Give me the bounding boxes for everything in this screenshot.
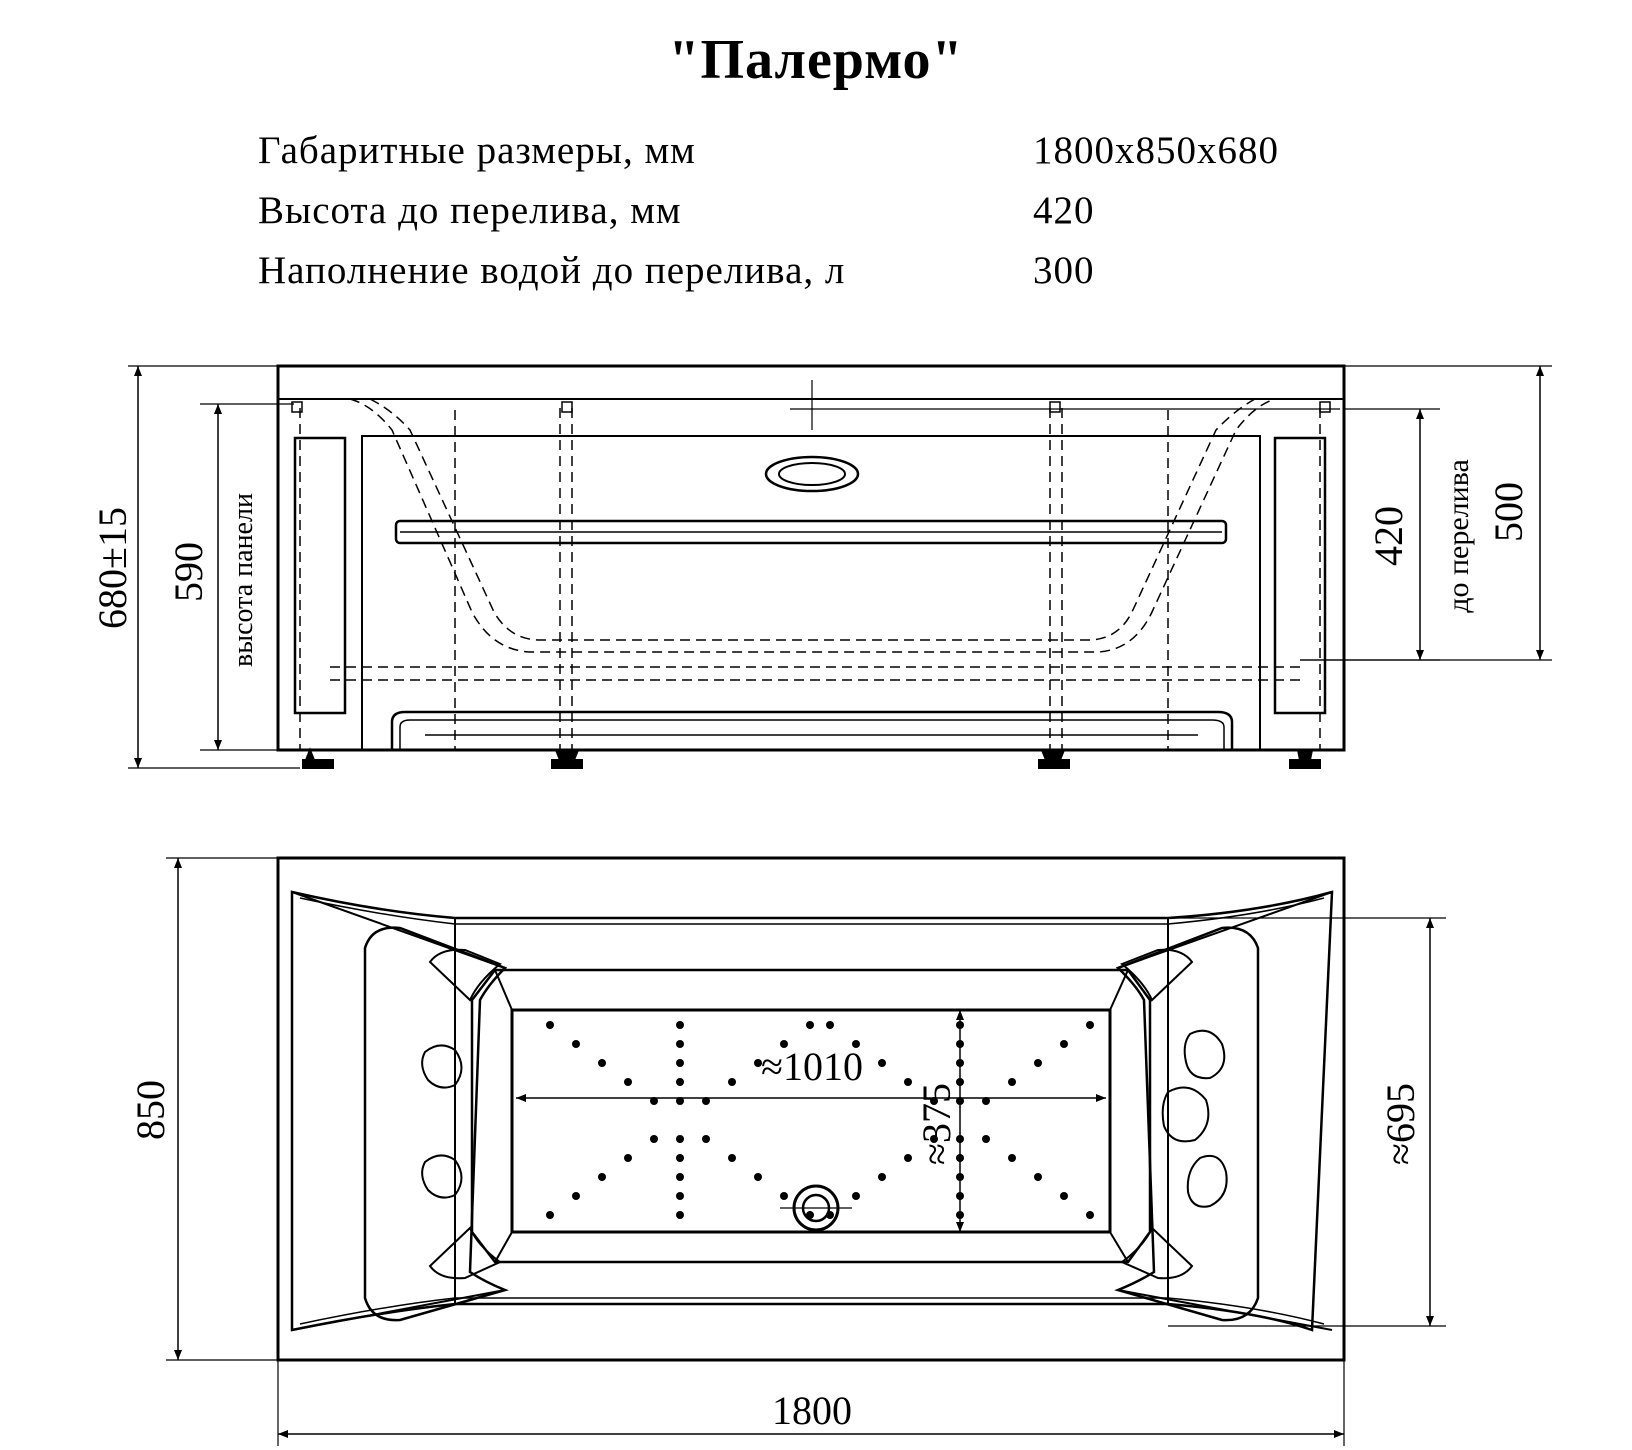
jet-dot <box>676 1040 684 1048</box>
spec-value: 300 <box>1033 249 1095 292</box>
dim-width: 850 <box>128 1080 173 1140</box>
jet-dot <box>702 1135 710 1143</box>
jet-dot <box>982 1135 990 1143</box>
front-outer-frame <box>278 366 1344 750</box>
jet-dot <box>1008 1078 1016 1086</box>
jet-dot <box>676 1021 684 1029</box>
jet-dot <box>624 1078 632 1086</box>
jet-dot <box>598 1173 606 1181</box>
jet-dot <box>956 1211 964 1219</box>
jet-dot <box>702 1097 710 1105</box>
jet-dot <box>956 1021 964 1029</box>
jet-dot <box>780 1192 788 1200</box>
jet-dot <box>650 1135 658 1143</box>
dim-inner-width: ≈375 <box>914 1083 959 1165</box>
leg-posts <box>292 402 1330 412</box>
jet-dot <box>676 1154 684 1162</box>
dim-panel-height: 590 <box>166 542 211 602</box>
dim-overflow-height: 420 <box>1366 506 1411 566</box>
jet-dot <box>1034 1173 1042 1181</box>
jet-dot <box>1008 1154 1016 1162</box>
jet-dot <box>754 1173 762 1181</box>
jet-dot <box>1060 1192 1068 1200</box>
bottom-step <box>392 712 1232 750</box>
spec-label: Высота до перелива, мм <box>258 189 682 232</box>
left-panel-block <box>295 438 345 713</box>
jet-dot <box>1060 1040 1068 1048</box>
jet-dot <box>1086 1021 1094 1029</box>
jet-dot <box>676 1173 684 1181</box>
jet-dot <box>572 1040 580 1048</box>
jet-dot <box>806 1211 814 1219</box>
dim-right-height: 500 <box>1486 482 1531 542</box>
jet-dot <box>728 1078 736 1086</box>
jet-dot <box>546 1211 554 1219</box>
jet-dot <box>904 1078 912 1086</box>
jet-dot <box>1086 1211 1094 1219</box>
jet-dot <box>878 1059 886 1067</box>
right-pillow-lower <box>1188 1156 1227 1207</box>
jet-dot <box>676 1059 684 1067</box>
jet-dot <box>598 1059 606 1067</box>
drawing-title: "Палермо" <box>668 29 964 91</box>
jet-dot <box>624 1154 632 1162</box>
spec-value: 1800x850x680 <box>1033 129 1279 172</box>
jet-dot <box>546 1021 554 1029</box>
jet-dot <box>676 1135 684 1143</box>
jet-dot <box>956 1192 964 1200</box>
jet-dot <box>650 1097 658 1105</box>
jet-dot <box>878 1173 886 1181</box>
jet-dot <box>982 1097 990 1105</box>
rim-contour <box>292 892 1332 1330</box>
jet-dot <box>852 1192 860 1200</box>
jet-dot <box>572 1192 580 1200</box>
jet-dot <box>826 1211 834 1219</box>
jet-dot <box>676 1097 684 1105</box>
jet-dot <box>956 1059 964 1067</box>
adjustable-feet <box>303 750 1320 768</box>
front-view <box>128 366 1552 768</box>
jet-dot <box>728 1154 736 1162</box>
spec-label: Наполнение водой до перелива, л <box>258 249 846 292</box>
dim-inner-length: ≈1010 <box>761 1044 863 1089</box>
dim-height-total: 680±15 <box>90 507 135 629</box>
right-pillow-middle <box>1163 1088 1209 1142</box>
top-outer-frame <box>278 858 1344 1360</box>
top-view <box>166 858 1446 1446</box>
jet-dot <box>676 1192 684 1200</box>
dim-length: 1800 <box>772 1388 852 1433</box>
front-panel <box>362 436 1260 750</box>
jet-dot <box>1034 1059 1042 1067</box>
right-pillow-upper <box>1185 1031 1225 1079</box>
jet-dot <box>676 1078 684 1086</box>
dim-bowl-width: ≈695 <box>1378 1083 1423 1165</box>
jet-dot <box>676 1211 684 1219</box>
label-overflow: до перелива <box>1442 459 1475 613</box>
jet-dot <box>806 1021 814 1029</box>
spec-value: 420 <box>1033 189 1095 232</box>
jet-dot <box>956 1040 964 1048</box>
hidden-bowl-outline <box>300 399 1320 750</box>
jet-dot <box>826 1021 834 1029</box>
spec-label: Габаритные размеры, мм <box>258 129 696 172</box>
right-panel-block <box>1275 438 1325 713</box>
label-panel-height: высота панели <box>228 493 259 667</box>
jet-dot <box>904 1154 912 1162</box>
jet-dot <box>956 1173 964 1181</box>
